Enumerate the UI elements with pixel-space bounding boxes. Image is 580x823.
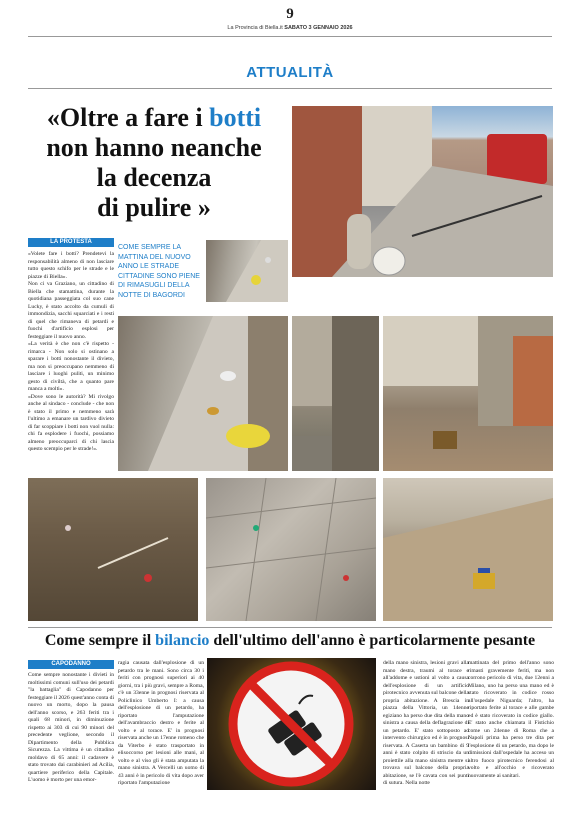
photo-sidewalk-small — [206, 240, 288, 302]
red-van — [487, 134, 547, 184]
trash-bag — [373, 247, 405, 275]
publication-name: La Provincia di Biella.it — [227, 25, 283, 31]
article2-col4: mattinata del primo dell'anno sono rimasti gravemente feriti, ma non corrono pericolo di vita, due 12enni a Milano, uno ha perso una mano ed è stato ricoverato in codice rosso all'ospedale Niguarda; l'altro, ha riportato ferite al torace e alle gambe ed è stato ricoverato in codice giallo. E' stato anche chiamata il Fistichio come un 24enne di Roma che a Napoli prima ha perso tre dita per l'esplosione di un petardo, ma dopo le dimissioni dall'ospedale ha acceso un altro fuoco pirotecnico ferendosi al volto e all'occhio e ricoverato nuovamente ai sanitari. — [468, 660, 554, 779]
ground-debris-illustration — [28, 478, 198, 621]
article2-col1: Come sempre nonostante i divieti in moltissimi comuni sull'uso dei petardi "la battaglia" di Capodanno per festeggiare il 2026 quest'anno conta di nuovo un morto, dopo la pausa dell'anno scorso, e 263 feriti tra i quali 68 minori, in diminuzione rispetto ai 303 di cui 90 minori del precedente veglione, secondo il Dipartimento della Pubblica Sicurezza. La vittima è un cittadino moldavo di 65 anni: il cadavere è stato trovato dai carabinieri ad Acilia, quartiere periferico della Capitale. L'uomo è morto per una emor- — [28, 672, 114, 783]
issue-date: SABATO 3 GENNAIO 2026 — [284, 25, 353, 31]
article2-headline-accent: bilancio — [155, 632, 210, 649]
article1-body — [28, 251, 114, 476]
section-title: ATTUALITÀ — [246, 64, 334, 81]
firework-box-illustration — [383, 478, 553, 621]
stone-corner-illustration — [383, 316, 553, 471]
no-firecracker-sign-icon — [207, 658, 376, 790]
article2-rule — [28, 627, 552, 628]
tag-la-protesta: LA PROTESTA — [28, 238, 114, 247]
article2-col3: della mano sinistra, lesioni gravi alla mano destra, traumi al torace e all'addome e ustioni al volto a causa dell'esplosione di un artificio pirotecnico avvenuta sul balcone della propria abitazione. A Brescia in piazza della Vittoria, un 14enne egiziano ha perso due dita della mano sinistra a causa della deflagrazione di un petardo. E' stato sottoposto ad intervento chirurgico ed è in prognosi riservata. A Caserta un bambino di 9 anni è stato colpito di striscio da un proiettile alla mano sinistra mentre si trovava sul balcone della propria abitazione, se l'è cavata con sei punti di sutura. Nella notte — [383, 660, 469, 786]
article1-paragraph: «Dove sono le autorità? Mi rivolgo anche al sindaco - conclude - che non è stato il primo e nemmeno sarà l'ultimo a emanare un tardivo divieto di far scoppiare i botti non vuol nulla: chi fa esplodere i fuochi, possiamo almeno preoccuparci di chi lascia questo scempio per le strade!». — [28, 393, 114, 452]
headline-accent: botti — [209, 103, 262, 132]
tag-capodanno: CAPODANNO — [28, 660, 114, 669]
tiles-illustration — [206, 478, 376, 621]
headline-line1: «Oltre a fare i botti — [46, 103, 262, 132]
photo-sidewalk-trash — [118, 316, 288, 471]
photo-ground-debris — [28, 478, 198, 621]
street-illustration — [292, 106, 553, 277]
photo-street-bollard — [292, 106, 553, 277]
article2-headline: Come sempre il bilancio dell'ultimo dell'anno è particolarmente pesante — [44, 632, 536, 649]
top-rule — [28, 36, 552, 37]
wall-illustration — [292, 316, 379, 471]
article1-paragraph: «La verità è che non c'è rispetto - rimarca - Non solo si ostinano a sparare i botti nonostante il divieto, ma non si preoccupano nemmeno di lasciare i luoghi puliti, un minimo gesto di civiltà, che a quanto pare manca a molti». — [28, 341, 114, 392]
article1-headline — [14, 103, 294, 223]
page-number: 9 — [286, 6, 294, 22]
photo-caption: COME SEMPRE LA MATTINA DEL NUOVO ANNO LE STRADE CITTADINE SONO PIENE DI RIMASUGLI DELLA NOTTE DI BAGORDI — [118, 244, 200, 299]
sidewalk-trash-illustration — [118, 316, 288, 471]
headline-line4: di pulire » — [97, 193, 211, 222]
photo-tiles-debris — [206, 478, 376, 621]
bollard — [347, 214, 371, 269]
article1-paragraph: Non ci va Graziano, un cittadino di Biella che stamattina, durante la quotidiana passeggiata col suo cane Lucky, è stato accolto da cumuli di immondizia, sacchi squarciati e i resti di quel che rimaneva di petardi e fuochi d'artificio esplosi per festeggiare il nuovo anno. — [28, 281, 114, 340]
sidewalk-illustration — [206, 240, 288, 302]
article2-col2: ragia causata dall'esplosione di un petardo tra le mani. Sono circa 30 i feriti con prognosi superiori ai 40 giorni, tra i più gravi, sempre a Roma, c'è un 33enne in prognosi riservata al Policlinico Umberto I: a causa dell'esplosione di un petardo, ha riportato l'amputazione dell'avambraccio destro e ferite al volto e al torace. E' in prognosi riservata anche un 17enne romeno che da Viterbo è stato trasportato in elisoccorso per lesioni alle mani, al volto e al viso gli è stata amputata la mano sinistra. A Vercelli un uomo di 43 anni è in pericolo di vita dopo aver riportato l'amputazione — [118, 660, 204, 786]
article1-paragraph: «Volete fare i botti? Prendetevi la responsabilità almeno di non lasciare tutto questo schifo per le strade e le piazze di Biella». — [28, 251, 114, 280]
photo-corner-firework-box — [383, 478, 553, 621]
section-rule — [28, 88, 552, 89]
headline-line3: la decenza — [96, 163, 212, 192]
photo-stone-corner — [383, 316, 553, 471]
folio — [0, 25, 580, 31]
headline-line2: non hanno neanche — [46, 133, 262, 162]
photo-wall-base — [292, 316, 379, 471]
photo-no-fireworks-sign — [207, 658, 376, 790]
